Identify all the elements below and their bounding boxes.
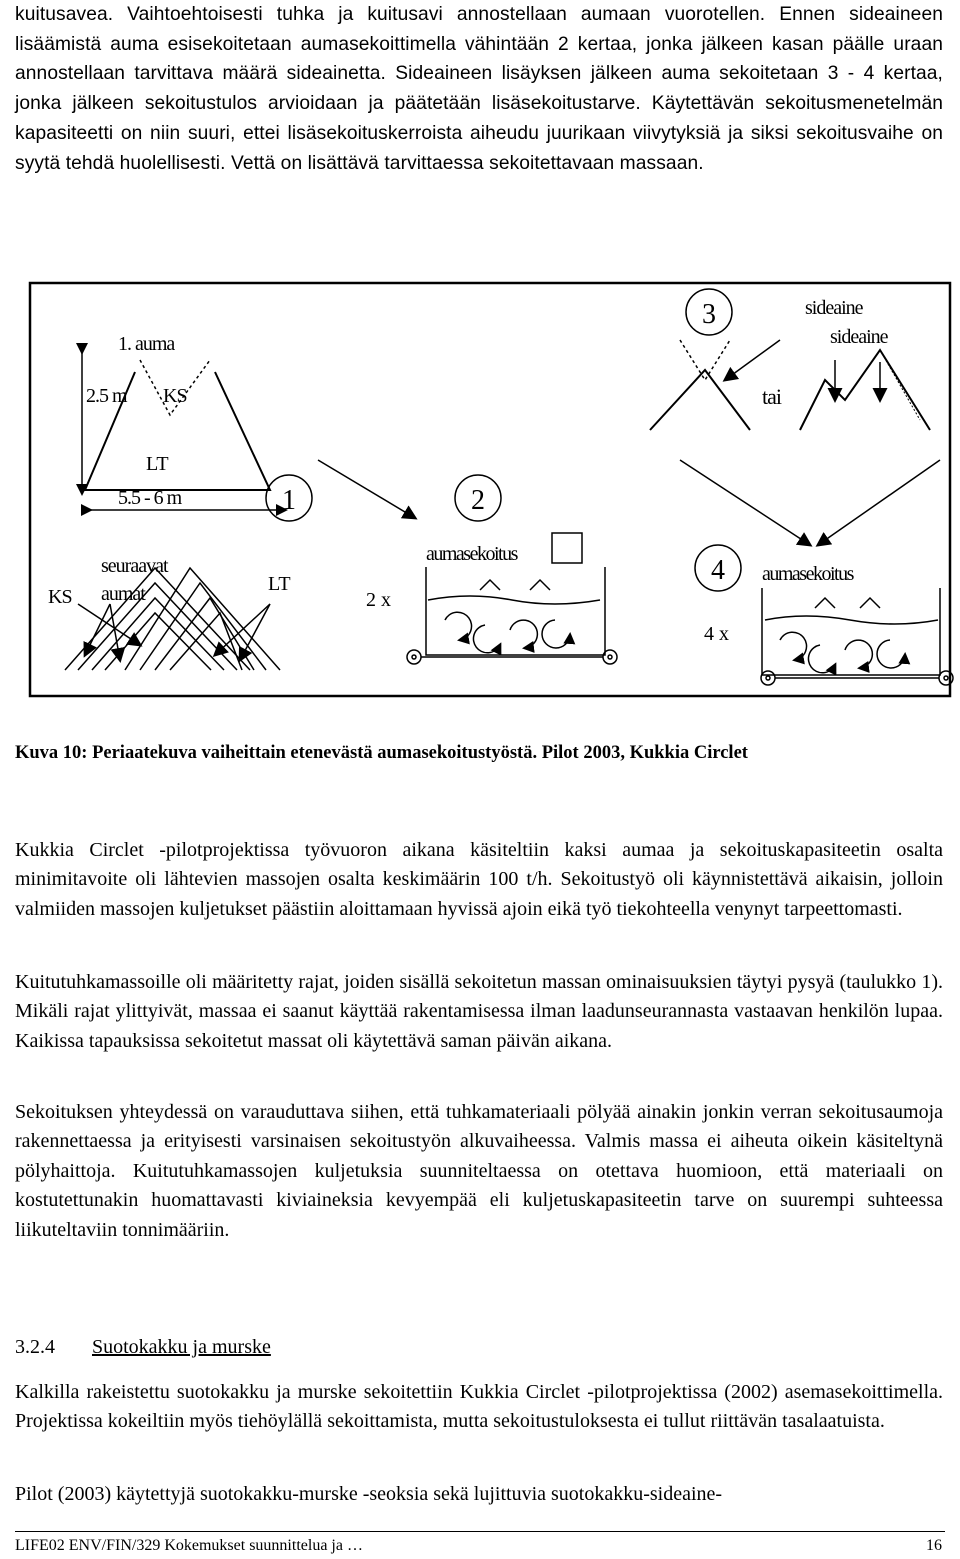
label-auma: 1. auma (118, 333, 175, 355)
footer-rule (15, 1531, 945, 1532)
paragraph-3: Sekoituksen yhteydessä on varauduttava siihen, että tuhkamateriaali pölyää ainakin jonkin verran sekoitusaumoja rakennettaessa ja erityisesti varsinaisen sekoitustyön alkuvaiheessa. Valmis massa ei aiheuta oikein käsiteltynä pölyhaittoja. Kuitutuhkamassojen kuljetuksia suunniteltaessa on otettava huomioon, että materiaali on kostutettunakin huomattavasti kiviaineksia kevyempää eli kuljetuskapasiteetin tarve on suurempi suhteessa liikuteltaviin tonnimääriin. (15, 1101, 943, 1241)
label-2x: 2 x (366, 589, 391, 611)
label-ks-bottom: KS (48, 586, 72, 608)
label-lt-bottom: LT (268, 573, 291, 595)
intro-paragraph: kuitusavea. Vaihtoehtoisesti tuhka ja kuitusavi annostellaan aumaan vuorotellen. Ennen sideaineen lisäämistä auma esisekoitetaan aumasekoittimella vähintään 2 kertaa, jonka jälkeen kasan päälle uraan annostellaan tarvittava määrä sideainetta. Sideaineen lisäyksen jälkeen auma sekoitetaan 3 - 4 kertaa, jonka jälkeen sekoitustulos arvioidaan ja päätetään lisäsekoitustarve. Käytettävän sekoitusmenetelmän kapasiteetti on niin suuri, ettei lisäsekoituskerroista aiheudu juurikaan viivytyksiä ja siksi sekoitusvaihe on syytä tehdä huolellisesti. Vettä on lisättävä tarvittaessa sekoitettavaan massaan. (15, 4, 943, 174)
label-width: 5.5 - 6 m (118, 487, 182, 509)
label-seuraavat: seuraavat (101, 555, 168, 577)
section-paragraph-1: Kalkilla rakeistettu suotokakku ja murske sekoitettiin Kukkia Circlet -pilotprojektissa (2002) asemasekoittimella. Projektissa kokeiltiin myös tiehöylällä sekoittamista, mutta sekoitustuloksesta ei tullut riittävän tasalaatuista. (15, 1381, 943, 1433)
page-number: 16 (926, 1537, 942, 1554)
label-4x: 4 x (704, 623, 729, 645)
footer-text: LIFE02 ENV/FIN/329 Kokemukset suunnittelua ja … (15, 1537, 363, 1554)
label-lt-top: LT (146, 453, 169, 475)
section-heading (15, 1336, 271, 1359)
mixer-machine-2 (761, 588, 953, 685)
figure-caption: Kuva 10: Periaatekuva vaiheittain etenevästä aumasekoitustyöstä. Pilot 2003, Kukkia Circlet (15, 743, 748, 763)
step-4-label: 4 (711, 555, 725, 586)
arrow-step1-to-step2 (318, 460, 415, 518)
label-aumasekoitus-2: aumasekoitus (762, 563, 853, 585)
paragraph-1: Kukkia Circlet -pilotprojektissa työvuoron aikana käsiteltiin kaksi aumaa ja sekoituskapasiteetin osalta minimitavoite oli lähtevien massojen osalta keskimäärin 100 t/h. Sekoitustyö oli käynnistettävä aikaisin, jolloin valmiiden massojen kuljetukset päästiin aloittamaan hyvissä ajoin eikä työ tiekohteella venynyt tarpeettomasti. (15, 839, 943, 920)
first-pile-diagram (82, 352, 285, 510)
label-aumasekoitus-1: aumasekoitus (426, 543, 517, 565)
stacked-piles-diagram (65, 568, 280, 670)
section-title: Suotokakku ja murske (92, 1336, 271, 1358)
arrow-to-step4-left (680, 460, 810, 545)
label-tai: tai (762, 384, 781, 409)
label-sideaine-2: sideaine (830, 326, 888, 348)
step-1-label: 1 (282, 485, 296, 516)
label-sideaine-1: sideaine (805, 297, 863, 319)
arrow-to-step4-right (818, 460, 940, 545)
section-paragraph-2: Pilot (2003) käytettyjä suotokakku-murske -seoksia sekä lujittuvia suotokakku-sideaine- (15, 1483, 723, 1505)
paragraph-2: Kuitutuhkamassoille oli määritetty rajat, joiden sisällä sekoitetun massan ominaisuuksien täytyi pysyä (taulukko 1). Mikäli rajat ylittyivät, massaa ei saanut käyttää rakentamisessa ilman laadunseurannasta vastaavan henkilön lupaa. Kaikissa tapauksissa sekoitetut massat oli käytettävä saman päivän aikana. (15, 971, 943, 1052)
section-number: 3.2.4 (15, 1336, 55, 1358)
step-3-piles (650, 340, 930, 430)
label-aumat: aumat (101, 583, 145, 605)
label-ks-top: KS (163, 385, 187, 407)
step-3-label: 3 (702, 299, 716, 330)
label-height: 2.5 m (86, 385, 127, 407)
step-2-label: 2 (471, 485, 485, 516)
